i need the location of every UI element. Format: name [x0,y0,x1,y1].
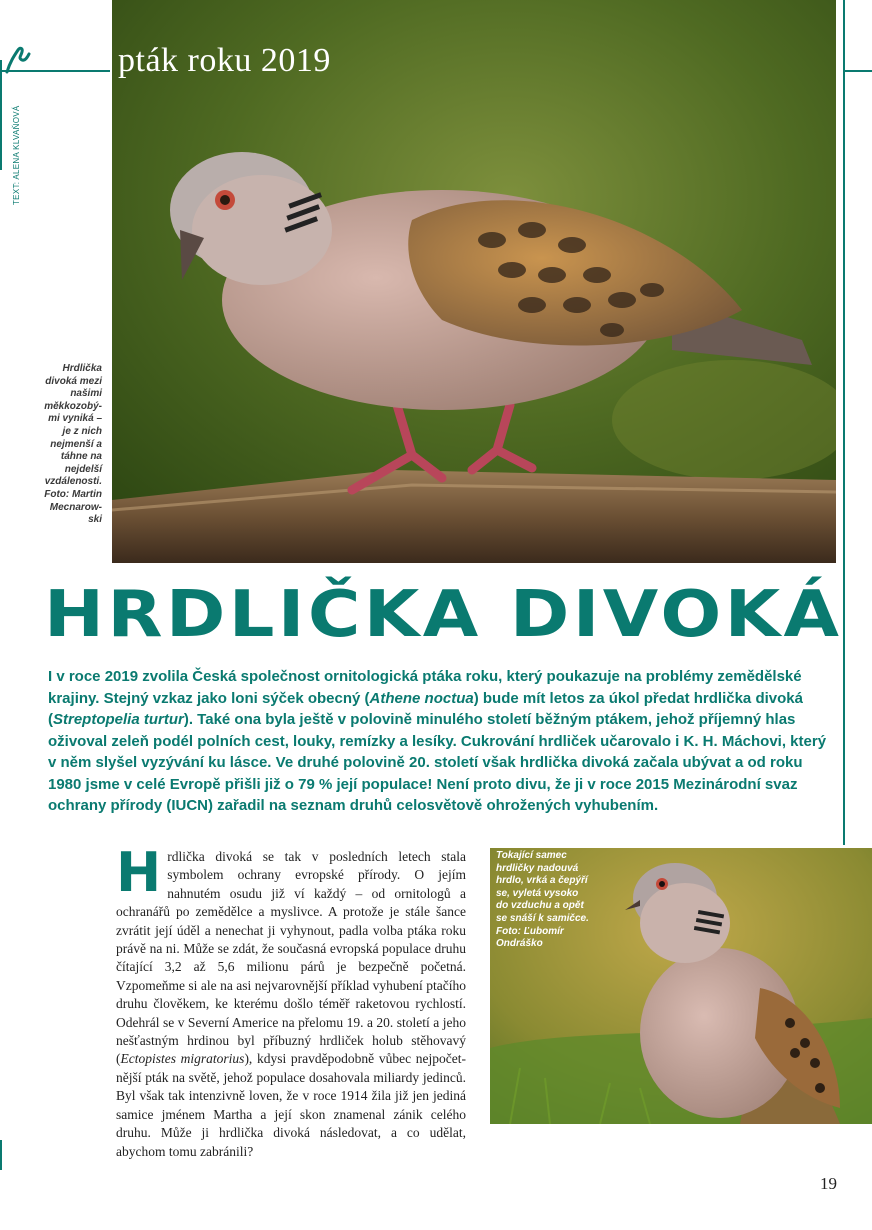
lead-paragraph [48,666,830,817]
drop-cap: H [116,841,162,904]
page-number: 19 [820,1174,837,1193]
author-credit [12,95,28,205]
body-text [116,841,466,1161]
body-text-2: ), kdysi pravděpodobně vůbec nejpočet-nější pták na světě, jehož populace dosahovala miliardy jedinců. Byl však tak intenzivně loven, že v roce 1914 žila již jen jediná samice jménem Martha a její skon znamenal zánik celého druhu. Může ji hrdlička divoká následovat, a co udělat, abychom tomu zabránili? [116,1051,466,1159]
magazine-logo-icon [4,44,32,76]
hero-photo-caption: Hrdlička divoká mezi našimi měkkozobý-mi vyniká – je z nich nejmenší a táhne na nejdelší vzdálenosti. Foto: Martin Mecnarow-ski [44,363,102,526]
lead-text-2: ) bude mít letos za úkol předat hrdlička divoká ( [48,689,803,728]
author-credit-text: TEXT: ALENA KLVAŇOVÁ [12,105,21,205]
lead-latin-name-2: Streptopelia turtur [53,711,184,728]
secondary-photo-caption: Tokající samec hrdličky nadouvá hrdlo, vrká a čepýří se, vyletá vysoko do vzduchu a opět se snáší k samičce. Foto: Ľubomír Ondráško [496,850,589,950]
lead-latin-name-1: Athene noctua [369,689,474,707]
header-rule-right [845,70,872,72]
section-label: pták roku 2019 [118,42,331,79]
article-title: HRDLIČKA DIVOKÁ [44,578,843,652]
lead-text-3: ). Také ona byla ještě v polovině minulého století běžným ptákem, jehož příjemný hlas oživoval zeleň podél polních cest, louky, remízky a lesíky. Cukrování hrdliček učarovalo i K. H. Máchovi, který v něm slyšel vyzývání ku lásce. Ve druhé polovině 20. století však hrdlička divoká začala ubývat a od roku 1980 jsme v celé Evropě přišli již o 79 % její populace! Není proto divu, že ji v roce 2015 Mezinárodní svaz ochrany přírody (IUCN) zařadil na seznam druhů celosvětově ohrožených vyhubením. [48,711,827,814]
body-latin-name: Ectopistes migratorius [120,1051,245,1067]
left-margin-rule [0,60,2,170]
body-text-1: rdlička divoká se tak v posledních letech stala symbolem ochrany evropské přírody. O jejím nahnutém osudu již ví každý – od ornitologů a ochranářů po zemědělce a myslivce. A protože je stále šance zvrátit její úděl a nenechat ji vyhynout, padla volba ptáka roku právě na ni. Může se zdát, že současná evropská populace druhu čítající 3,2 až 5,6 milionu párů je bezpečně početná. Vzpomeňme si ale na asi nejvarovnější příklad vyhubení ptačího druhu člověkem, ke kterému došlo téměř raketovou rychlostí. Odehrál se v Severní Americe na přelomu 19. a 20. století a jeho nešťastným hrdinou byl příbuzný hrdliček holub stěhovavý ( [116,849,466,1067]
right-margin-rule [843,0,845,845]
left-margin-rule-bottom [0,1140,2,1170]
hero-photo [112,0,836,563]
lead-text-1: I v roce 2019 zvolila Česká společnost ornitologická ptáka roku, který poukazuje na problémy zemědělské krajiny. Stejný vzkaz jako loni sýček obecný ( [48,668,802,707]
